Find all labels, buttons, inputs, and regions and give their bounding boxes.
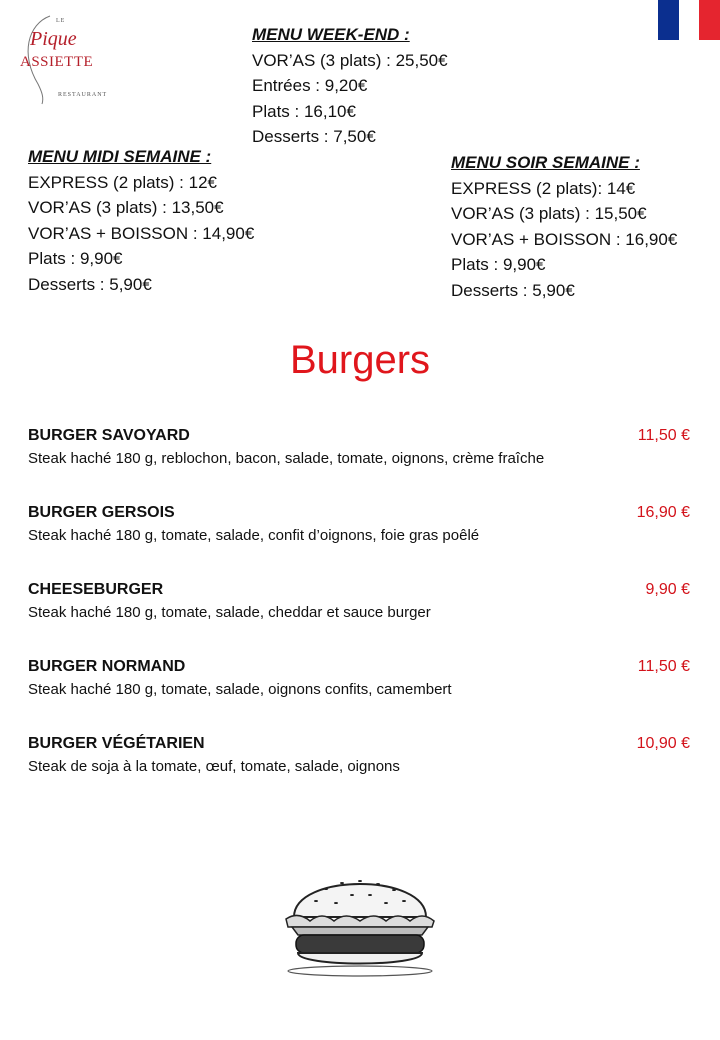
menu-line: VOR’AS + BOISSON : 16,90€ [451, 229, 678, 249]
menu-line: Desserts : 5,90€ [451, 280, 575, 300]
logo-le: LE [56, 18, 66, 24]
logo-assiette: ASSIETTE [20, 54, 94, 70]
burger-price: 10,90 € [636, 735, 690, 752]
french-flag-icon [658, 0, 720, 40]
menu-line: EXPRESS (2 plats) : 12€ [28, 172, 217, 192]
menu-line: Plats : 16,10€ [252, 101, 356, 121]
burger-name: BURGER NORMAND [28, 658, 186, 675]
menu-line: Entrées : 9,20€ [252, 76, 368, 95]
menu-midi-title: MENU MIDI SEMAINE : [28, 147, 212, 166]
burger-description: Steak haché 180 g, tomate, salade, oignons confits, camembert [28, 681, 452, 698]
burger-item [28, 656, 692, 733]
burger-price: 9,90 € [645, 581, 690, 598]
section-title: Burgers [289, 338, 431, 382]
burger-name: BURGER SAVOYARD [28, 427, 190, 444]
burger-name: BURGER GERSOIS [28, 504, 175, 521]
menu-soir-title: MENU SOIR SEMAINE : [451, 153, 640, 172]
burger-description: Steak de soja à la tomate, œuf, tomate, salade, oignons [28, 758, 400, 775]
burger-price: 16,90 € [636, 504, 690, 521]
burger-price: 11,50 € [637, 427, 690, 444]
menu-line: Desserts : 5,90€ [28, 274, 152, 294]
flag-white-stripe [679, 0, 700, 40]
menu-line: Plats : 9,90€ [28, 249, 123, 268]
burger-name: BURGER VÉGÉTARIEN [28, 735, 205, 752]
burger-price: 11,50 € [637, 658, 690, 675]
menu-line: Plats : 9,90€ [451, 255, 546, 274]
flag-red-stripe [699, 0, 720, 40]
menu-midi-semaine [28, 144, 254, 297]
burger-description: Steak haché 180 g, tomate, salade, cheddar et sauce burger [28, 604, 431, 621]
menu-weekend-title: MENU WEEK-END : [252, 25, 410, 44]
menu-line: VOR’AS (3 plats) : 15,50€ [451, 204, 647, 223]
restaurant-logo [8, 14, 108, 106]
burger-description: Steak haché 180 g, tomate, salade, confit d’oignons, foie gras poêlé [28, 527, 480, 544]
burger-description: Steak haché 180 g, reblochon, bacon, salade, tomate, oignons, crème fraîche [28, 450, 545, 467]
burger-item [28, 425, 692, 502]
menu-line: Desserts : 7,50€ [252, 127, 376, 146]
burger-item [28, 579, 692, 656]
menu-weekend [252, 22, 448, 150]
logo-restaurant: RESTAURANT [58, 92, 108, 98]
flag-blue-stripe [658, 0, 679, 40]
menu-line: VOR’AS (3 plats) : 13,50€ [28, 198, 224, 217]
burger-name: CHEESEBURGER [28, 581, 164, 598]
menu-line: VOR’AS + BOISSON : 14,90€ [28, 223, 255, 243]
burger-list [28, 425, 692, 810]
logo-pique: Pique [30, 28, 77, 50]
burger-illustration [276, 855, 444, 985]
burger-item [28, 502, 692, 579]
menu-soir-semaine [451, 150, 677, 303]
menu-line: EXPRESS (2 plats): 14€ [451, 178, 636, 198]
burger-item [28, 733, 692, 810]
menu-line: VOR’AS (3 plats) : 25,50€ [252, 50, 448, 70]
